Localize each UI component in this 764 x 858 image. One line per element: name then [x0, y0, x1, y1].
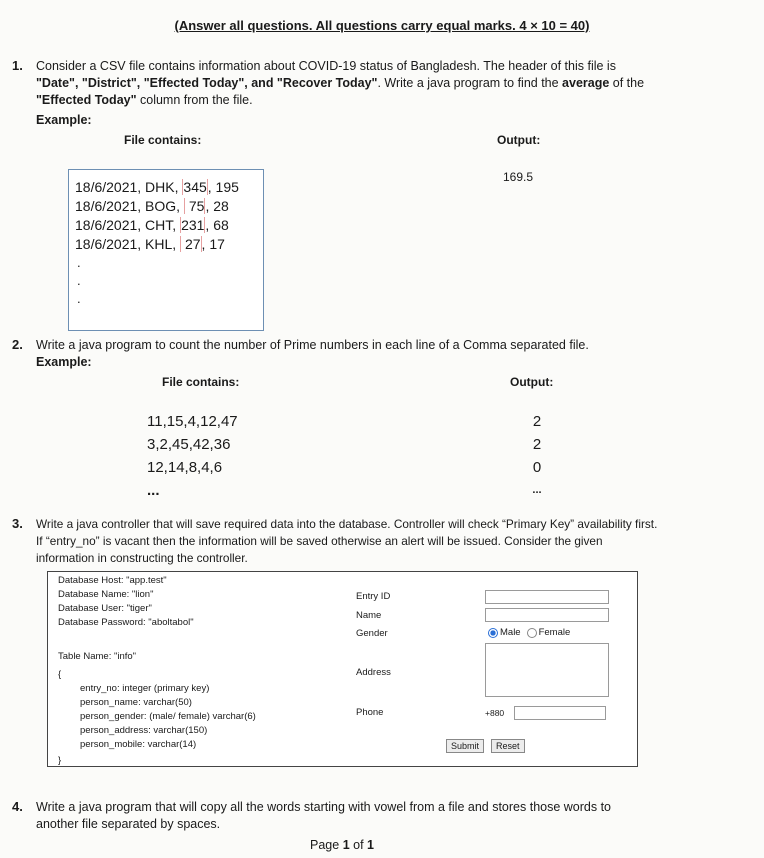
name-label: Name — [356, 610, 382, 621]
female-radio[interactable] — [527, 628, 537, 638]
table-fields — [80, 682, 256, 752]
q1-ellipsis-dot: . — [77, 273, 81, 288]
q4-text — [36, 799, 746, 833]
q2-line: 3,2,45,42,36 — [147, 436, 231, 453]
male-label: Male — [500, 627, 521, 638]
address-label: Address — [356, 667, 391, 678]
q2-output: 2 — [532, 436, 542, 453]
db-info — [58, 574, 194, 630]
page-indicator: Page 1 of 1 — [310, 838, 374, 852]
field-person-name: person_name: varchar(50) — [80, 697, 192, 708]
gender-options — [488, 626, 570, 640]
address-textarea[interactable] — [485, 643, 609, 697]
q4-line-1: Write a java program that will copy all the words starting with vowel from a file and stores those words to — [36, 800, 612, 814]
q1-number: 1. — [12, 58, 23, 73]
gender-label: Gender — [356, 628, 388, 639]
name-input[interactable] — [485, 608, 609, 622]
q2-line: 11,15,4,12,47 — [147, 413, 238, 430]
db-user: Database User: "tiger" — [58, 603, 152, 614]
submit-button[interactable]: Submit — [446, 739, 484, 753]
exam-instructions — [0, 18, 764, 33]
open-brace: { — [58, 669, 62, 680]
q2-line: 12,14,8,4,6 — [147, 459, 223, 476]
q1-ellipsis-dot: . — [77, 255, 81, 270]
q2-file-label: File contains: — [162, 375, 240, 389]
q1-row: 18/6/2021, CHT, 231, 68 — [75, 217, 229, 233]
q1-row: 18/6/2021, DHK, 345, 195 — [75, 179, 239, 195]
field-person-mobile: person_mobile: varchar(14) — [80, 739, 197, 750]
q1-row: 18/6/2021, KHL, 27, 17 — [75, 236, 225, 252]
table-name: Table Name: "info" — [58, 651, 137, 662]
q2-output: 2 — [532, 413, 542, 430]
q2-file-lines — [147, 410, 238, 502]
q3-line-1: Write a java controller that will save required data into the database. Controller will check “Primary Key” availability first. — [36, 517, 658, 531]
q1-ellipsis-dot: . — [77, 291, 81, 306]
q2-example-label: Example: — [36, 355, 92, 369]
q2-outputs — [530, 410, 544, 502]
q1-output-label: Output: — [497, 133, 541, 147]
field-person-gender: person_gender: (male/ female) varchar(6) — [80, 711, 256, 722]
q1-line-2: "Date", "District", "Effected Today", and "Recover Today". Write a java program to find the average of the — [36, 76, 645, 90]
db-name: Database Name: "lion" — [58, 589, 154, 600]
instructions-text: (Answer all questions. All questions carry equal marks. 4 × 10 = 40) — [174, 18, 590, 33]
female-label: Female — [538, 627, 571, 638]
q2-line: ... — [147, 482, 160, 499]
reset-button[interactable]: Reset — [491, 739, 525, 753]
q3-line-3: information in constructing the controller. — [36, 551, 248, 565]
q1-line-3: "Effected Today" column from the file. — [36, 93, 253, 107]
q2-output: 0 — [532, 459, 542, 476]
male-radio[interactable] — [488, 628, 498, 638]
field-entry-no: entry_no: integer (primary key) — [80, 683, 210, 694]
db-password: Database Password: "aboltabol" — [58, 617, 194, 628]
phone-input[interactable] — [514, 706, 606, 720]
q1-file-label: File contains: — [124, 133, 202, 147]
phone-prefix: +880 — [485, 708, 505, 718]
q1-row: 18/6/2021, BOG, 75, 28 — [75, 198, 229, 214]
q1-file-box — [68, 169, 264, 331]
q2-output: ... — [532, 484, 542, 496]
q2-number: 2. — [12, 337, 23, 352]
entry-id-label: Entry ID — [356, 591, 391, 602]
db-host: Database Host: "app.test" — [58, 575, 167, 586]
field-person-address: person_address: varchar(150) — [80, 725, 208, 736]
q1-output-value: 169.5 — [503, 170, 534, 184]
q1-file-rows — [75, 178, 239, 308]
q2-output-label: Output: — [510, 375, 554, 389]
q4-number: 4. — [12, 799, 23, 814]
q1-text — [36, 58, 736, 109]
q3-number: 3. — [12, 516, 23, 531]
q1-line-1: Consider a CSV file contains information about COVID-19 status of Bangladesh. The header of this file is — [36, 59, 616, 73]
q2-text: Write a java program to count the number of Prime numbers in each line of a Comma separated file. — [36, 338, 589, 352]
close-brace: } — [58, 755, 62, 766]
phone-label: Phone — [356, 707, 384, 718]
q3-line-2: If “entry_no” is vacant then the information will be saved otherwise an alert will be issued. Consider the given — [36, 534, 603, 548]
q1-example-label: Example: — [36, 113, 92, 127]
q3-spec-box — [47, 571, 638, 767]
q3-text — [36, 516, 746, 567]
entry-id-input[interactable] — [485, 590, 609, 604]
q4-line-2: another file separated by spaces. — [36, 817, 221, 831]
